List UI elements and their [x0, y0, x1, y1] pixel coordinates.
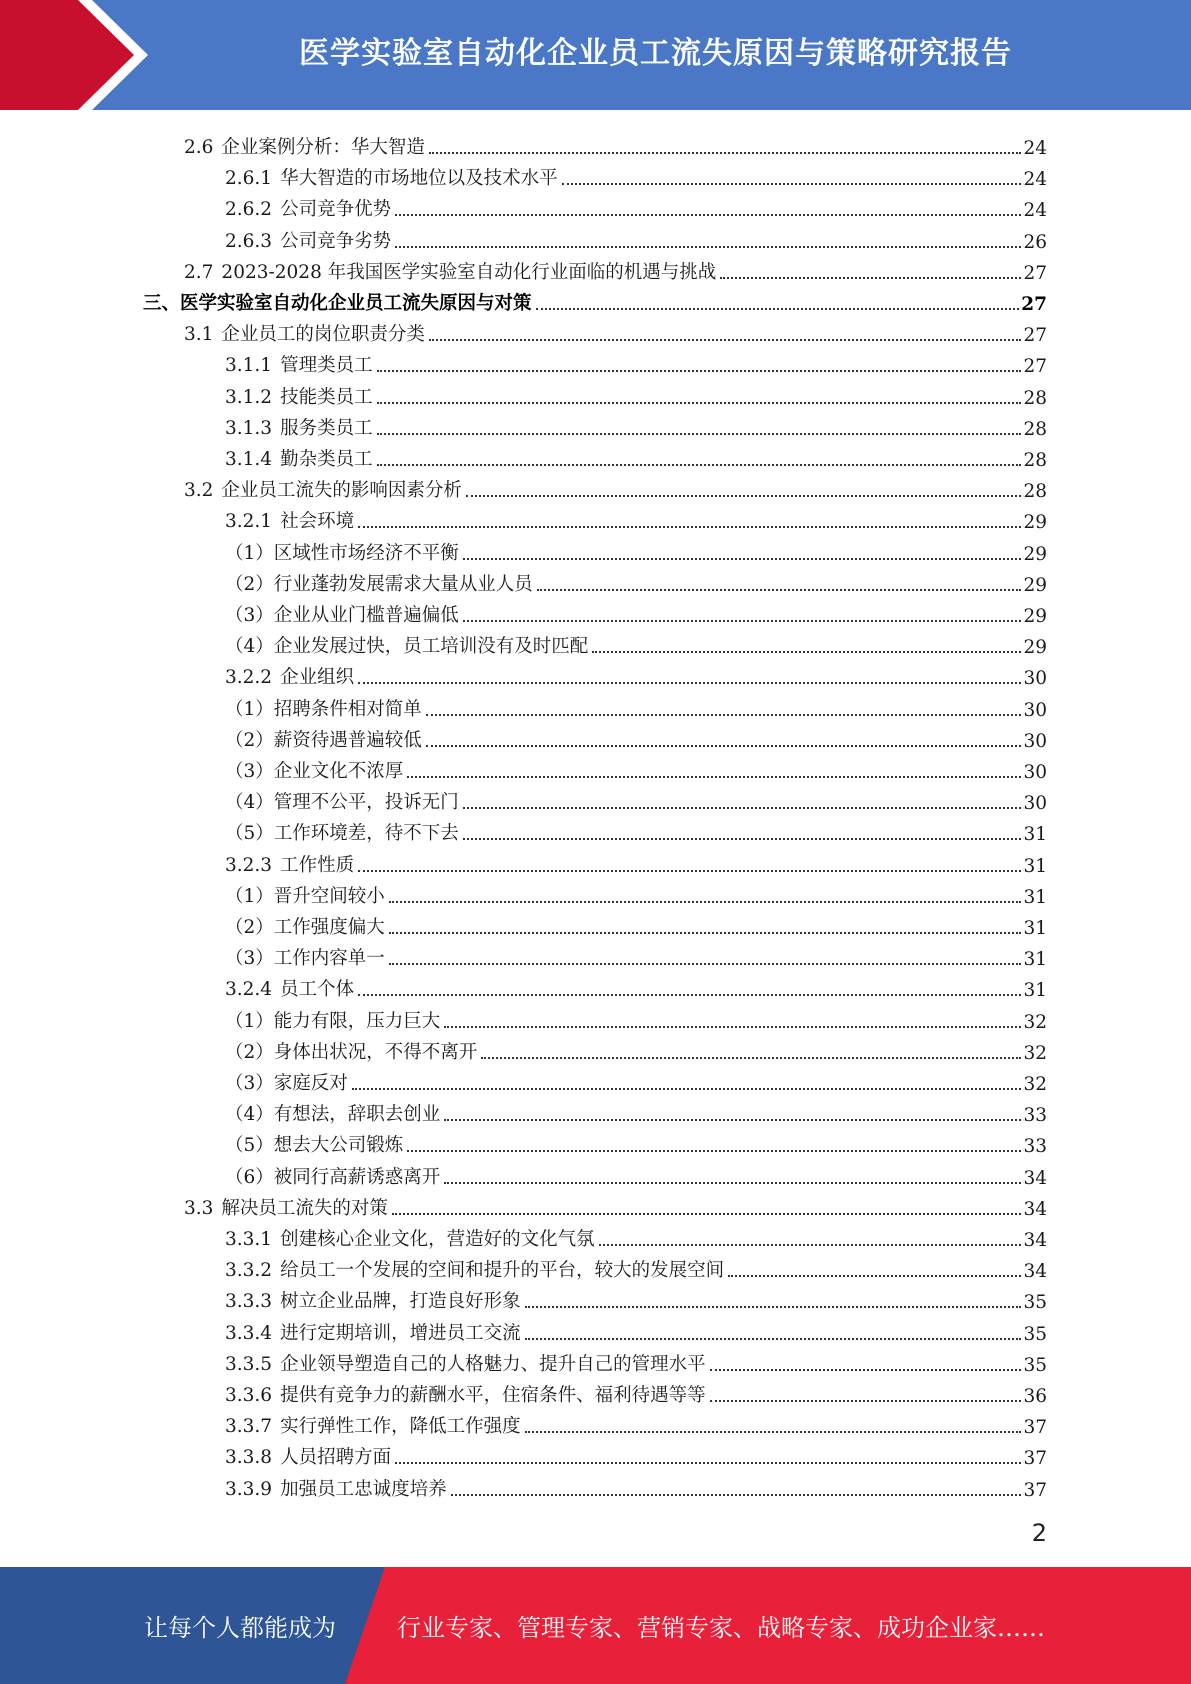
- page-footer: [0, 1567, 1191, 1684]
- toc-dot-leader: [389, 931, 1022, 934]
- toc-entry-text: （5）工作环境差，待不下去: [225, 823, 459, 845]
- toc-entry-number: 2.6.2: [225, 199, 273, 221]
- toc-dot-leader: [599, 1243, 1022, 1246]
- toc-entry-page: 35: [1023, 1292, 1047, 1314]
- toc-entry[interactable]: [225, 222, 1047, 253]
- toc-entry[interactable]: [225, 658, 1047, 689]
- toc-entry[interactable]: [184, 471, 1047, 502]
- toc-entry-page: 37: [1023, 1479, 1047, 1501]
- toc-dot-leader: [426, 744, 1022, 747]
- toc-entry-label: [225, 882, 385, 908]
- toc-entry-page: 31: [1023, 949, 1047, 971]
- toc-entry-text: 解决员工流失的对策: [221, 1197, 388, 1219]
- toc-dot-leader: [358, 993, 1021, 996]
- toc-dot-leader: [377, 432, 1022, 435]
- toc-dot-leader: [463, 619, 1022, 622]
- toc-entry-label: [225, 819, 459, 845]
- toc-entry-label: [225, 851, 354, 877]
- toc-entry-label: [225, 1038, 477, 1064]
- toc-entry-page: 30: [1023, 762, 1047, 783]
- toc-entry-page: 36: [1023, 1386, 1047, 1407]
- toc-dot-leader: [395, 213, 1021, 216]
- toc-entry-text: （3）家庭反对: [225, 1073, 348, 1094]
- toc-dot-leader: [451, 1493, 1022, 1496]
- toc-entry-text: 企业案例分析：华大智造: [221, 137, 425, 158]
- toc-entry[interactable]: [225, 970, 1047, 1001]
- toc-entry-page: 32: [1023, 1042, 1047, 1064]
- toc-entry-label: [225, 1100, 440, 1126]
- toc-entry-text: （3）企业从业门槛普遍偏低: [225, 605, 459, 626]
- toc-entry[interactable]: [225, 1376, 1047, 1407]
- toc-entry-number: 3.3.6: [225, 1385, 273, 1406]
- toc-entry-label: [225, 1131, 403, 1157]
- toc-dot-leader: [358, 869, 1021, 872]
- toc-entry-page: 28: [1023, 450, 1047, 471]
- toc-entry-text: 人员招聘方面: [280, 1447, 392, 1469]
- toc-dot-leader: [710, 1399, 1022, 1402]
- toc-entry-number: 3.3.4: [225, 1322, 273, 1344]
- toc-dot-leader: [592, 650, 1021, 653]
- toc-entry-page: 32: [1023, 1074, 1047, 1095]
- toc-dot-leader: [463, 557, 1022, 560]
- toc-entry-page: 35: [1023, 1354, 1047, 1376]
- toc-entry[interactable]: [225, 190, 1047, 221]
- toc-entry-page: 29: [1023, 606, 1047, 627]
- toc-entry[interactable]: [184, 315, 1047, 346]
- toc-entry[interactable]: [225, 409, 1047, 440]
- toc-entry-number: 2.6.1: [225, 168, 273, 190]
- toc-entry-label: [225, 726, 422, 752]
- toc-entry-label: [225, 632, 588, 658]
- toc-entry[interactable]: [184, 253, 1047, 284]
- toc-entry-number: 3.1.3: [225, 417, 273, 439]
- toc-entry[interactable]: [225, 1220, 1047, 1251]
- toc-entry-label: [184, 320, 425, 346]
- toc-entry-number: 2.6: [184, 137, 214, 158]
- toc-entry-text: 勤杂类员工: [280, 449, 373, 470]
- toc-entry-page: 28: [1023, 481, 1047, 503]
- toc-entry[interactable]: [225, 502, 1047, 533]
- toc-entry[interactable]: [225, 1158, 1047, 1189]
- toc-entry-page: 29: [1023, 637, 1047, 659]
- toc-entry-text: 技能类员工: [280, 386, 373, 408]
- toc-entry-text: 加强员工忠诚度培养: [280, 1478, 447, 1500]
- toc-entry-text: （1）晋升空间较小: [225, 885, 385, 907]
- chevron-arrow-icon: [0, 0, 160, 110]
- toc-entry-text: （1）区域性市场经济不平衡: [225, 542, 459, 564]
- toc-dot-leader: [463, 806, 1022, 809]
- toc-entry-page: 34: [1023, 1261, 1047, 1283]
- toc-entry-label: [184, 1194, 388, 1220]
- toc-dot-leader: [395, 1461, 1021, 1464]
- toc-entry-text: （1）招聘条件相对简单: [225, 698, 422, 720]
- toc-entry-label: [225, 1007, 440, 1033]
- toc-entry-label: [184, 258, 716, 284]
- toc-entry-page: 30: [1023, 793, 1047, 815]
- toc-entry[interactable]: [225, 1470, 1047, 1501]
- toc-entry-page: 27: [1023, 262, 1047, 284]
- toc-dot-leader: [463, 837, 1022, 840]
- toc-entry-number: 3.1: [184, 324, 214, 346]
- toc-entry-number: 3.2.2: [225, 667, 273, 689]
- toc-dot-leader: [395, 245, 1021, 248]
- toc-dot-leader: [444, 1025, 1021, 1028]
- toc-entry-label: [225, 164, 558, 190]
- toc-entry[interactable]: [225, 814, 1047, 845]
- toc-entry-page: 26: [1023, 231, 1047, 253]
- toc-entry-text: 给员工一个发展的空间和提升的平台，较大的发展空间: [280, 1260, 725, 1282]
- toc-entry-number: 3.3.1: [225, 1229, 273, 1250]
- toc-entry-label: [225, 1287, 521, 1313]
- toc-entry-text: 服务类员工: [280, 417, 373, 439]
- toc-entry-text: 公司竞争劣势: [280, 230, 392, 252]
- toc-entry-label: [225, 663, 354, 689]
- toc-dot-leader: [537, 588, 1022, 591]
- toc-entry[interactable]: [225, 721, 1047, 752]
- toc-entry-page: 28: [1023, 387, 1047, 409]
- toc-entry-page: 31: [1023, 855, 1047, 877]
- toc-entry-text: 进行定期培训，增进员工交流: [280, 1322, 521, 1344]
- toc-entry-label: [225, 1319, 521, 1345]
- toc-dot-leader: [728, 1274, 1021, 1277]
- toc-entry-label: [225, 1350, 706, 1376]
- toc-entry-number: 3.2.3: [225, 854, 273, 876]
- toc-entry[interactable]: [225, 378, 1047, 409]
- toc-entry-page: 24: [1023, 200, 1047, 222]
- toc-dot-leader: [358, 681, 1021, 684]
- toc-entry-text: （5）想去大公司锻炼: [225, 1135, 404, 1157]
- toc-entry-label: [225, 414, 373, 440]
- toc-dot-leader: [720, 276, 1021, 279]
- toc-entry-page: 24: [1023, 138, 1047, 159]
- toc-entry[interactable]: [225, 565, 1047, 596]
- toc-entry-number: 3.2: [184, 480, 214, 502]
- toc-entry[interactable]: [225, 1345, 1047, 1376]
- footer-slogan-right: 行业专家、管理专家、营销专家、战略专家、成功企业家……: [397, 1614, 1045, 1642]
- toc-entry[interactable]: [225, 534, 1047, 565]
- toc-entry-text: （4）企业发展过快，员工培训没有及时匹配: [225, 636, 589, 658]
- toc-entry-label: [225, 1069, 348, 1095]
- toc-entry[interactable]: [225, 596, 1047, 627]
- toc-dot-leader: [407, 1149, 1021, 1152]
- toc-dot-leader: [389, 962, 1022, 965]
- toc-dot-leader: [536, 307, 1020, 310]
- toc-entry[interactable]: [184, 128, 1047, 159]
- toc-entry-label: [143, 289, 532, 315]
- report-title: 医学实验室自动化企业员工流失原因与策略研究报告: [299, 36, 1012, 71]
- toc-entry-text: 企业员工流失的影响因素分析: [221, 480, 462, 502]
- toc-entry-text: 创建核心企业文化，营造好的文化气氛: [280, 1229, 595, 1250]
- toc-entry[interactable]: [225, 627, 1047, 658]
- toc-entry-text: （4）有想法，辞职去创业: [225, 1104, 441, 1126]
- toc-dot-leader: [377, 401, 1022, 404]
- toc-entry[interactable]: [225, 1407, 1047, 1438]
- toc-entry-text: （2）身体出状况，不得不离开: [225, 1041, 478, 1063]
- toc-dot-leader: [444, 1181, 1021, 1184]
- toc-entry-label: [225, 975, 354, 1001]
- toc-entry[interactable]: [225, 939, 1047, 970]
- toc-entry-number: 3.3.2: [225, 1260, 273, 1282]
- page-header: [0, 0, 1191, 110]
- toc-entry-page: 30: [1023, 730, 1047, 752]
- toc-entry-label: [225, 351, 373, 377]
- toc-entry-label: [225, 1381, 706, 1407]
- toc-entry-label: [225, 757, 403, 783]
- toc-entry-label: [225, 1225, 595, 1251]
- toc-entry-text: 管理类员工: [280, 355, 373, 377]
- toc-dot-leader: [352, 1087, 1022, 1090]
- toc-entry-text: 三、医学实验室自动化企业员工流失原因与对策: [143, 293, 532, 314]
- toc-entry[interactable]: [225, 877, 1047, 908]
- toc-entry-number: 3.3.3: [225, 1291, 273, 1313]
- toc-entry[interactable]: [225, 752, 1047, 783]
- toc-entry-label: [225, 539, 459, 565]
- toc-entry[interactable]: [143, 284, 1047, 315]
- toc-entry-page: 32: [1023, 1011, 1047, 1033]
- toc-entry-page: 34: [1023, 1230, 1047, 1251]
- toc-dot-leader: [466, 494, 1022, 497]
- toc-dot-leader: [429, 151, 1022, 154]
- toc-dot-leader: [525, 1430, 1022, 1433]
- footer-slogan-left: 让每个人都能成为: [144, 1614, 336, 1642]
- toc-entry-page: 31: [1023, 886, 1047, 908]
- toc-entry-number: 3.1.4: [225, 449, 273, 470]
- toc-entry-label: [225, 227, 391, 253]
- toc-entry-text: （1）能力有限，压力巨大: [225, 1010, 441, 1032]
- toc-entry-page: 33: [1023, 1105, 1047, 1127]
- toc-entry-page: 27: [1023, 325, 1047, 347]
- toc-entry-page: 29: [1023, 574, 1047, 596]
- toc-entry-number: 3.3: [184, 1197, 214, 1219]
- toc-entry-text: 员工个体: [280, 979, 355, 1001]
- toc-entry-text: 树立企业品牌，打造良好形象: [280, 1291, 521, 1313]
- toc-entry-page: 31: [1023, 980, 1047, 1002]
- toc-entry-number: 3.3.5: [225, 1353, 273, 1375]
- toc-dot-leader: [525, 1305, 1022, 1308]
- toc-entry-page: 30: [1023, 699, 1047, 721]
- toc-entry-number: 2.6.3: [225, 230, 273, 252]
- toc-entry-page: 24: [1023, 169, 1047, 191]
- toc-dot-leader: [389, 900, 1022, 903]
- toc-entry-text: 企业员工的岗位职责分类: [221, 324, 425, 346]
- toc-entry[interactable]: [225, 908, 1047, 939]
- toc-entry-number: 3.2.4: [225, 979, 273, 1001]
- toc-entry-text: （6）被同行高薪诱惑离开: [225, 1166, 441, 1188]
- toc-dot-leader: [358, 525, 1021, 528]
- toc-entry[interactable]: [225, 1033, 1047, 1064]
- toc-dot-leader: [407, 775, 1021, 778]
- toc-dot-leader: [377, 463, 1022, 466]
- toc-entry-text: 提供有竞争力的薪酬水平，住宿条件、福利待遇等等: [280, 1385, 706, 1406]
- toc-entry-number: 2.7: [184, 261, 214, 283]
- toc-entry-page: 31: [1023, 918, 1047, 939]
- toc-entry-label: [184, 476, 462, 502]
- toc-entry-text: （2）工作强度偏大: [225, 917, 385, 938]
- toc-entry-text: 公司竞争优势: [280, 199, 392, 221]
- toc-entry-number: 3.3.7: [225, 1416, 273, 1438]
- toc-entry[interactable]: [225, 1251, 1047, 1282]
- toc-entry-text: 社会环境: [280, 511, 355, 533]
- toc-entry-page: 27: [1023, 356, 1047, 378]
- toc-entry[interactable]: [225, 1002, 1047, 1033]
- toc-entry-label: [225, 1256, 724, 1282]
- toc-entry[interactable]: [225, 1438, 1047, 1469]
- toc-entry-page: 34: [1023, 1167, 1047, 1189]
- toc-entry-page: 27: [1021, 294, 1047, 315]
- toc-dot-leader: [710, 1368, 1022, 1371]
- toc-entry-number: 3.3.8: [225, 1447, 273, 1469]
- toc-entry-label: [225, 695, 422, 721]
- page-number: 2: [1031, 1519, 1047, 1547]
- toc-entry[interactable]: [184, 1189, 1047, 1220]
- toc-dot-leader: [444, 1118, 1021, 1121]
- toc-entry-page: 30: [1023, 668, 1047, 690]
- toc-dot-leader: [481, 1056, 1021, 1059]
- toc-entry-text: 企业组织: [280, 667, 355, 689]
- toc-entry-text: 工作性质: [280, 854, 355, 876]
- toc-entry-page: 33: [1023, 1136, 1047, 1158]
- toc-entry[interactable]: [225, 1126, 1047, 1157]
- toc-entry-text: （2）薪资待遇普遍较低: [225, 729, 422, 751]
- toc-entry-label: [225, 788, 459, 814]
- toc-entry-page: 28: [1023, 418, 1047, 440]
- toc-entry-text: 华大智造的市场地位以及技术水平: [280, 168, 558, 190]
- toc-entry-number: 3.3.9: [225, 1478, 273, 1500]
- toc-dot-leader: [426, 713, 1022, 716]
- toc-dot-leader: [377, 369, 1022, 372]
- toc-dot-leader: [562, 182, 1022, 185]
- toc-entry-page: 34: [1023, 1198, 1047, 1220]
- toc-entry-label: [225, 1443, 391, 1469]
- toc-entry-label: [225, 944, 385, 970]
- toc-entry-text: 2023-2028 年我国医学实验室自动化行业面临的机遇与挑战: [221, 261, 717, 283]
- toc-entry-label: [225, 570, 533, 596]
- toc-entry-text: （3）工作内容单一: [225, 948, 385, 970]
- toc-entry[interactable]: [225, 346, 1047, 377]
- toc-entry-page: 37: [1023, 1417, 1047, 1439]
- toc-entry[interactable]: [225, 846, 1047, 877]
- toc-entry-label: [184, 133, 425, 159]
- toc-entry[interactable]: [225, 690, 1047, 721]
- toc-entry[interactable]: [225, 783, 1047, 814]
- toc-entry-label: [225, 195, 391, 221]
- toc-entry[interactable]: [225, 1064, 1047, 1095]
- toc-entry-label: [225, 913, 385, 939]
- toc-entry-label: [225, 445, 373, 471]
- toc-entry-page: 29: [1023, 512, 1047, 534]
- toc-entry-label: [225, 507, 354, 533]
- toc-entry-number: 3.1.1: [225, 355, 273, 377]
- toc-entry-page: 29: [1023, 543, 1047, 565]
- toc-entry-label: [225, 1412, 521, 1438]
- toc-entry-text: 实行弹性工作，降低工作强度: [280, 1416, 521, 1438]
- toc-dot-leader: [525, 1337, 1022, 1340]
- toc-entry[interactable]: [225, 1095, 1047, 1126]
- toc-entry-text: （3）企业文化不浓厚: [225, 761, 404, 782]
- toc-entry-page: 35: [1023, 1323, 1047, 1345]
- toc-entry-label: [225, 1163, 440, 1189]
- toc-entry-label: [225, 383, 373, 409]
- toc-entry-page: 31: [1023, 824, 1047, 846]
- toc-dot-leader: [392, 1212, 1022, 1215]
- toc-entry-label: [225, 601, 459, 627]
- toc-dot-leader: [429, 338, 1022, 341]
- toc-entry[interactable]: [225, 1314, 1047, 1345]
- toc-entry-label: [225, 1475, 447, 1501]
- toc-entry-number: 3.2.1: [225, 511, 273, 533]
- toc-entry-text: 企业领导塑造自己的人格魅力、提升自己的管理水平: [280, 1353, 706, 1375]
- toc-entry[interactable]: [225, 159, 1047, 190]
- toc-entry[interactable]: [225, 440, 1047, 471]
- toc-entry-page: 37: [1023, 1448, 1047, 1470]
- toc-entry[interactable]: [225, 1282, 1047, 1313]
- toc-entry-text: （2）行业蓬勃发展需求大量从业人员: [225, 573, 533, 595]
- toc-entry-text: （4）管理不公平，投诉无门: [225, 792, 459, 814]
- toc-entry-number: 3.1.2: [225, 386, 273, 408]
